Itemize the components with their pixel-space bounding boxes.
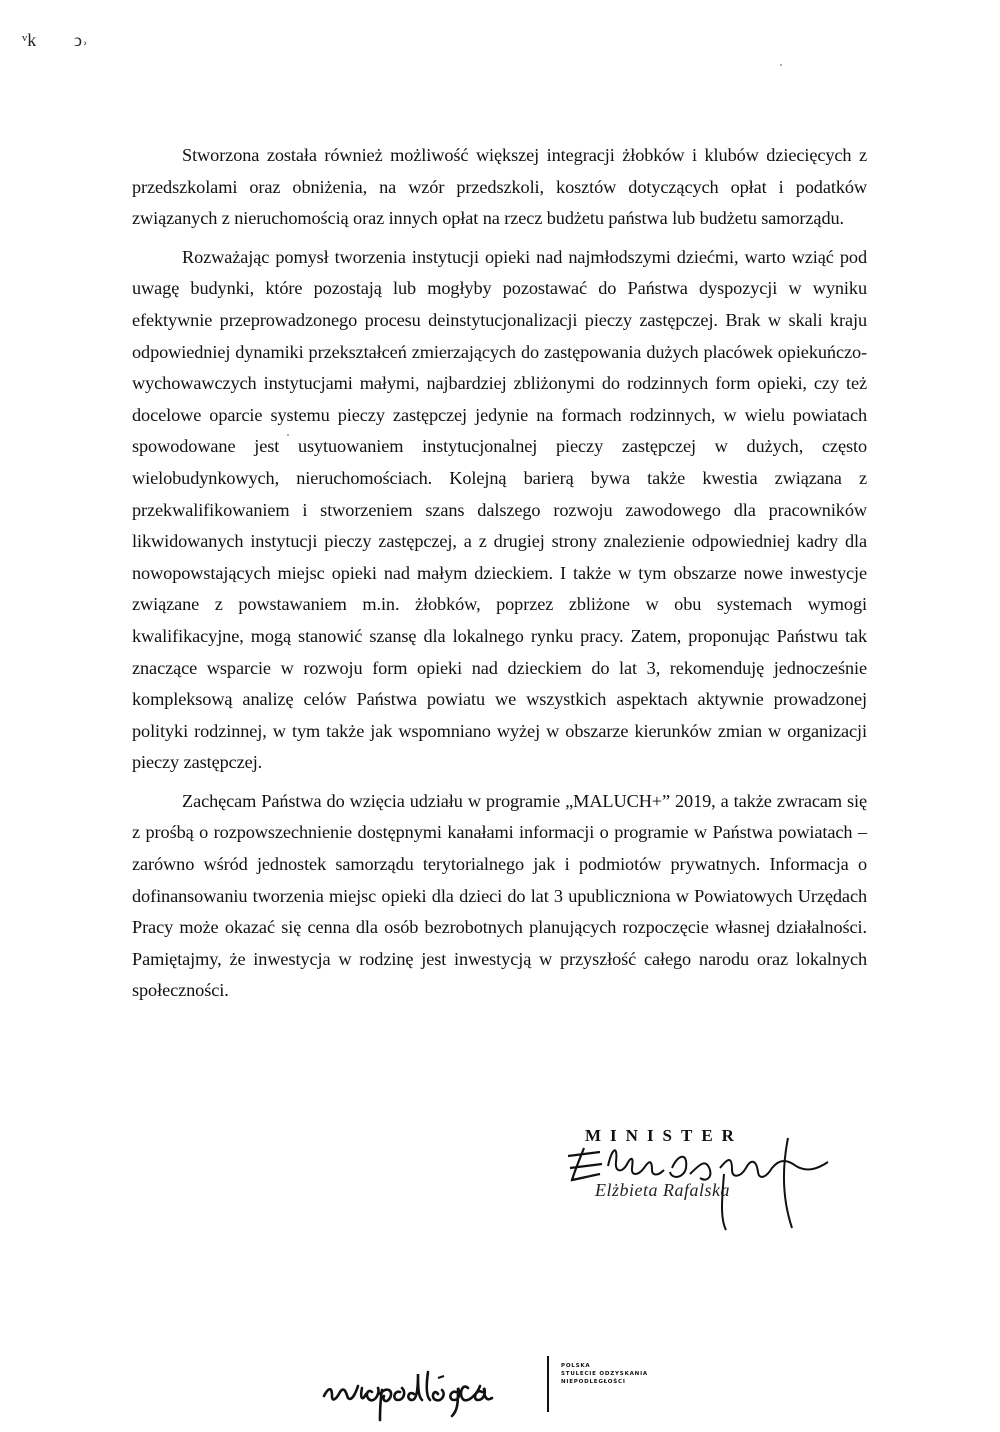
handwritten-signature xyxy=(560,1118,860,1238)
paragraph-encouragement: Zachęcam Państwa do wzięcia udziału w programie „MALUCH+” 2019, a także zwracam się z prośbą o rozpowszechnienie dostępnymi kanałami informacji o programie w Państwa powiatach – zarówno wśród jednostek samorządu terytorialnego jak i podmiotów prywatnych. Informacja o dofinansowaniu tworzenia miejsc opieki dla dzieci do lat 3 upubliczniona w Powiatowych Urzędach Pracy może okazać się cenna dla osób bezrobotnych planujących rozpoczęcie własnej działalności. Pamiętajmy, że inwestycja w rodzinę jest inwestycją w przyszłość całego narodu oraz lokalnych społeczności. xyxy=(132,790,867,1001)
stamp-name: Elżbieta Rafalska xyxy=(595,1180,730,1200)
logo-subtitle xyxy=(561,1362,648,1386)
logo-subtitle-line: NIEPODLEGŁOŚCI xyxy=(561,1379,626,1385)
logo-subtitle-line: STULECIE ODZYSKANIA xyxy=(561,1371,648,1377)
paragraph-buildings: Rozważając pomysł tworzenia instytucji opieki nad najmłodszymi dziećmi, warto wziąć pod uwagę budynki, które pozostają lub mogłyby pozostawać do Państwa dyspozycji w wyniku efektywnie przeprowadzonego procesu deinstytucjonalizacji pieczy zastępczej. Brak w skali kraju odpowiedniej dynamiki przekształceń zmierzających do zastępowania dużych placówek opiekuńczo-wychowawczych instytucjami małymi, najbardziej zbliżonymi do rodzinnych form opieki, czy też docelowe oparcie systemu pieczy zastępczej jedynie na formach rodzinnych, w wielu powiatach spowodowane jest usytuowaniem instytucjonalnej pieczy zastępczej w dużych, często wielobudynkowych, nieruchomościach. Kolejną barierą bywa także kwestia związana z przekwalifikowaniem i stworzeniem szans dalszego rozwoju zawodowego dla pracowników likwidowanych instytucji pieczy zastępczej, a z drugiej strony znalezienie odpowiedniej kadry dla nowopowstających miejsc opieki nad małym dzieckiem. I także w tym obszarze nowe inwestycje związane z powstawaniem m.in. żłobków, poprzez zbliżone w obu systemach wymogi kwalifikacyjne, mogą stanowić szansę dla lokalnego rynku pracy. Zatem, proponując Państwu tak znaczące wsparcie w rozwoju form opieki nad dzieckiem do lat 3, rekomenduję jednocześnie kompleksową analizę celów Państwa powiatu we wszystkich aspektach aktywnie prowadzonej polityki rodzinnej, w tym także jak wspomniano wyżej w obszarze kierunków zmian w organizacji pieczy zastępczej. xyxy=(132,246,867,773)
niepodlegla-script-logo xyxy=(318,1352,546,1422)
logo-subtitle-line: POLSKA xyxy=(561,1363,591,1369)
signature-block xyxy=(560,1118,860,1238)
logo-divider xyxy=(547,1356,549,1412)
independence-centenary-logo xyxy=(318,1352,698,1432)
scan-speck xyxy=(780,64,782,66)
scan-corner-mark-right: ↄ˒ xyxy=(74,30,88,50)
scan-corner-mark-left: ᵛk xyxy=(22,30,37,50)
letter-body xyxy=(132,140,867,1014)
stamp-title: MINISTER xyxy=(585,1126,743,1145)
paragraph-integration: Stworzona została również możliwość większej integracji żłobków i klubów dziecięcych z przedszkolami oraz obniżenia, na wzór przedszkoli, kosztów dotyczących opłat i podatków związanych z nieruchomością oraz innych opłat na rzecz budżetu państwa lub budżetu samorządu. xyxy=(132,145,867,229)
